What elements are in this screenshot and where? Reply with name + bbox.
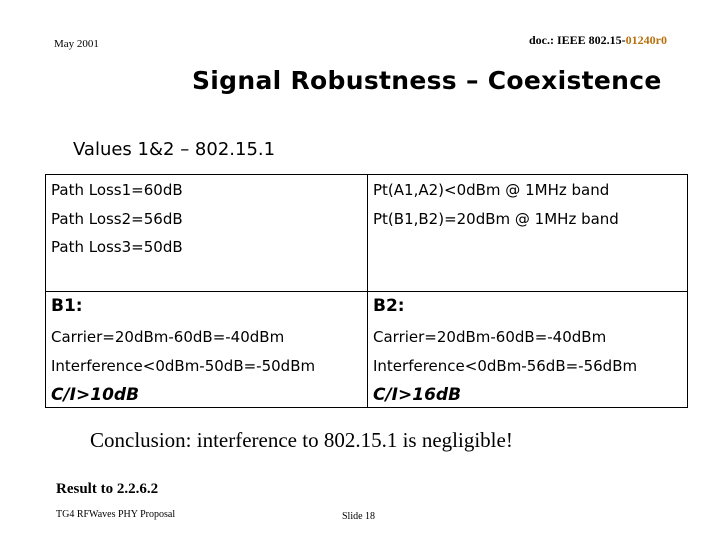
path-loss-1: Path Loss1=60dB	[51, 181, 183, 199]
result-reference: Result to 2.2.6.2	[56, 481, 159, 497]
header-doc-id	[529, 33, 667, 48]
values-table	[45, 174, 688, 408]
b1-carrier: Carrier=20dBm-60dB=-40dBm	[51, 328, 285, 346]
b2-heading: B2:	[373, 296, 405, 316]
b2-interference: Interference<0dBm-56dB=-56dBm	[373, 357, 638, 375]
slide-subtitle: Values 1&2 – 802.15.1	[73, 139, 276, 160]
header-date: May 2001	[54, 38, 99, 50]
pt-a: Pt(A1,A2)<0dBm @ 1MHz band	[373, 181, 610, 199]
conclusion-text: Conclusion: interference to 802.15.1 is negligible!	[90, 428, 513, 452]
b1-interference: Interference<0dBm-50dB=-50dBm	[51, 357, 316, 375]
b1-result: C/I>10dB	[51, 385, 140, 405]
pt-b: Pt(B1,B2)=20dBm @ 1MHz band	[373, 210, 619, 228]
table-horizontal-divider	[46, 291, 687, 292]
b2-result: C/I>16dB	[373, 385, 462, 405]
b1-heading: B1:	[51, 296, 83, 316]
doc-id-number: 01240r0	[625, 33, 667, 47]
slide-title: Signal Robustness – Coexistence	[192, 66, 662, 95]
footer-proposal: TG4 RFWaves PHY Proposal	[56, 509, 176, 520]
b2-carrier: Carrier=20dBm-60dB=-40dBm	[373, 328, 607, 346]
footer-slide-number: Slide 18	[342, 511, 376, 522]
path-loss-3: Path Loss3=50dB	[51, 238, 183, 256]
path-loss-2: Path Loss2=56dB	[51, 210, 183, 228]
doc-id-prefix: doc.: IEEE 802.15-	[528, 33, 626, 47]
